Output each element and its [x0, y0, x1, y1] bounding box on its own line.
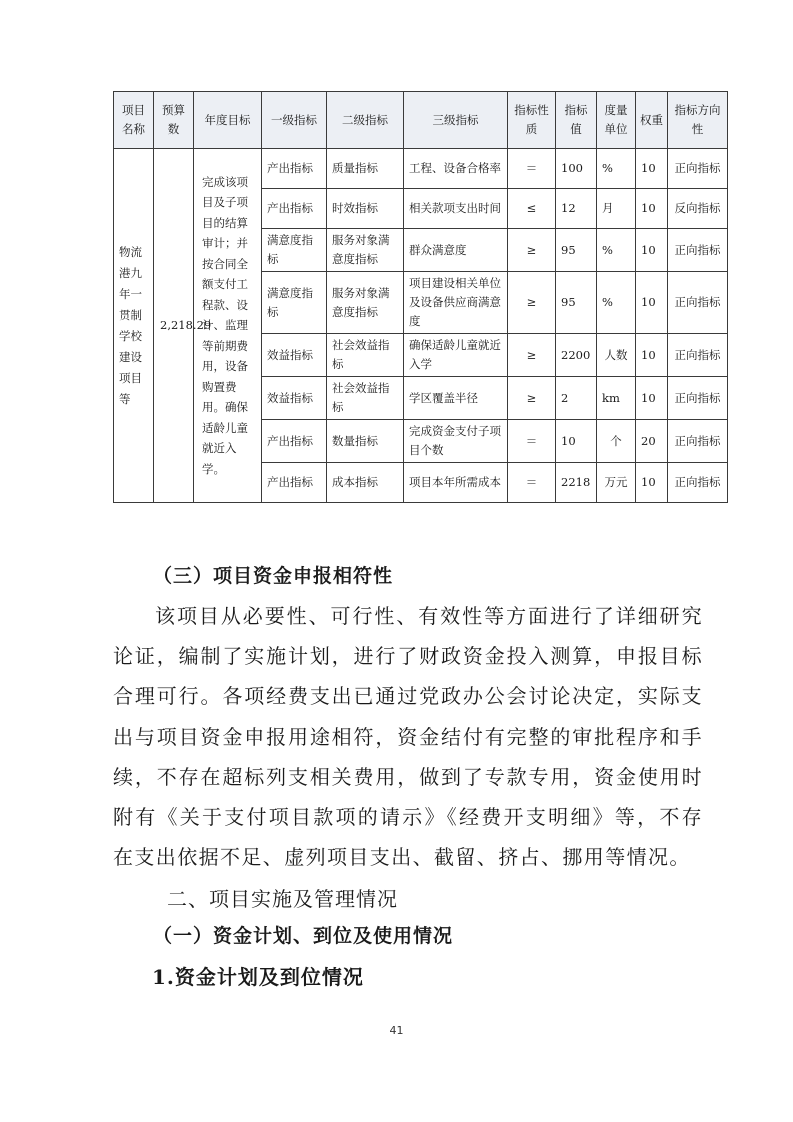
- direction-cell: 正向指标: [668, 377, 728, 420]
- header-budget: 预算数: [154, 92, 194, 149]
- unit-cell: 个: [597, 420, 636, 463]
- level3-cell: 项目建设相关单位及设备供应商满意度: [404, 272, 508, 334]
- level1-cell: 满意度指标: [262, 272, 327, 334]
- header-unit: 度量单位: [597, 92, 636, 149]
- unit-cell: %: [597, 149, 636, 189]
- level2-cell: 成本指标: [327, 463, 404, 503]
- header-nature: 指标性质: [508, 92, 556, 149]
- header-level1: 一级指标: [262, 92, 327, 149]
- level2-cell: 服务对象满意度指标: [327, 229, 404, 272]
- weight-cell: 20: [636, 420, 668, 463]
- value-cell: 10: [556, 420, 597, 463]
- weight-cell: 10: [636, 272, 668, 334]
- value-cell: 2: [556, 377, 597, 420]
- level2-cell: 社会效益指标: [327, 334, 404, 377]
- level3-cell: 群众满意度: [404, 229, 508, 272]
- budget-cell: 2,218.29: [154, 149, 194, 503]
- value-cell: 100: [556, 149, 597, 189]
- level3-cell: 项目本年所需成本: [404, 463, 508, 503]
- direction-cell: 正向指标: [668, 463, 728, 503]
- chapter-heading-implementation: 二、项目实施及管理情况: [167, 887, 398, 911]
- level2-cell: 服务对象满意度指标: [327, 272, 404, 334]
- weight-cell: 10: [636, 229, 668, 272]
- header-direction: 指标方向性: [668, 92, 728, 149]
- nature-cell: ≥: [508, 334, 556, 377]
- level1-cell: 满意度指标: [262, 229, 327, 272]
- weight-cell: 10: [636, 377, 668, 420]
- paragraph-line: 附有《关于支付项目款项的请示》《经费开支明细》等，不存: [113, 805, 703, 830]
- level1-cell: 效益指标: [262, 377, 327, 420]
- value-cell: 2218: [556, 463, 597, 503]
- nature-cell: ＝: [508, 420, 556, 463]
- table-header-row: [114, 92, 728, 149]
- annual-goal-cell: 完成该项目及子项目的结算审计；并按合同全额支付工程款、设计、监理等前期费用，设备购置费用。确保适龄儿童就近入学。: [194, 149, 262, 503]
- unit-cell: 万元: [597, 463, 636, 503]
- level2-cell: 社会效益指标: [327, 377, 404, 420]
- weight-cell: 10: [636, 189, 668, 229]
- nature-cell: ＝: [508, 149, 556, 189]
- level3-cell: 完成资金支付子项目个数: [404, 420, 508, 463]
- direction-cell: 正向指标: [668, 334, 728, 377]
- level1-cell: 产出指标: [262, 420, 327, 463]
- value-cell: 95: [556, 229, 597, 272]
- direction-cell: 反向指标: [668, 189, 728, 229]
- paragraph-line: 该项目从必要性、可行性、有效性等方面进行了详细研究: [155, 604, 703, 628]
- section-heading-fund-plan: （一）资金计划、到位及使用情况: [153, 925, 454, 947]
- section-heading-fund-consistency: （三）项目资金申报相符性: [153, 565, 394, 587]
- header-value: 指标值: [556, 92, 597, 149]
- page-number: 41: [389, 1024, 404, 1037]
- level2-cell: 数量指标: [327, 420, 404, 463]
- paragraph-line: 论证，编制了实施计划，进行了财政资金投入测算，申报目标: [113, 644, 703, 669]
- level1-cell: 效益指标: [262, 334, 327, 377]
- paragraph-line: 合理可行。各项经费支出已通过党政办公会讨论决定，实际支: [113, 684, 703, 709]
- weight-cell: 10: [636, 149, 668, 189]
- project-name-cell: 物流港九年一贯制学校建设项目等: [114, 149, 154, 503]
- level1-cell: 产出指标: [262, 149, 327, 189]
- unit-cell: %: [597, 229, 636, 272]
- direction-cell: 正向指标: [668, 420, 728, 463]
- level1-cell: 产出指标: [262, 189, 327, 229]
- level3-cell: 确保适龄儿童就近入学: [404, 334, 508, 377]
- nature-cell: ≥: [508, 272, 556, 334]
- header-weight: 权重: [636, 92, 668, 149]
- weight-cell: 10: [636, 334, 668, 377]
- header-level3: 三级指标: [404, 92, 508, 149]
- nature-cell: ＝: [508, 463, 556, 503]
- unit-cell: %: [597, 272, 636, 334]
- paragraph-line: 在支出依据不足、虚列项目支出、截留、挤占、挪用等情况。: [113, 845, 691, 870]
- paragraph-line: 续，不存在超标列支相关费用，做到了专款专用，资金使用时: [113, 764, 703, 789]
- nature-cell: ≥: [508, 229, 556, 272]
- subsection-heading-fund-arrival: 1.资金计划及到位情况: [152, 965, 364, 989]
- body-paragraph: [113, 596, 703, 877]
- value-cell: 95: [556, 272, 597, 334]
- unit-cell: km: [597, 377, 636, 420]
- direction-cell: 正向指标: [668, 272, 728, 334]
- nature-cell: ≤: [508, 189, 556, 229]
- level3-cell: 工程、设备合格率: [404, 149, 508, 189]
- header-level2: 二级指标: [327, 92, 404, 149]
- paragraph-line: 出与项目资金申报用途相符，资金结付有完整的审批程序和手: [113, 724, 703, 749]
- nature-cell: ≥: [508, 377, 556, 420]
- value-cell: 2200: [556, 334, 597, 377]
- weight-cell: 10: [636, 463, 668, 503]
- level1-cell: 产出指标: [262, 463, 327, 503]
- direction-cell: 正向指标: [668, 149, 728, 189]
- level2-cell: 质量指标: [327, 149, 404, 189]
- level2-cell: 时效指标: [327, 189, 404, 229]
- table-row: [114, 149, 728, 189]
- level3-cell: 相关款项支出时间: [404, 189, 508, 229]
- value-cell: 12: [556, 189, 597, 229]
- direction-cell: 正向指标: [668, 229, 728, 272]
- unit-cell: 人数: [597, 334, 636, 377]
- header-project-name: 项目名称: [114, 92, 154, 149]
- level3-cell: 学区覆盖半径: [404, 377, 508, 420]
- unit-cell: 月: [597, 189, 636, 229]
- header-annual-goal: 年度目标: [194, 92, 262, 149]
- performance-indicator-table: [113, 91, 728, 503]
